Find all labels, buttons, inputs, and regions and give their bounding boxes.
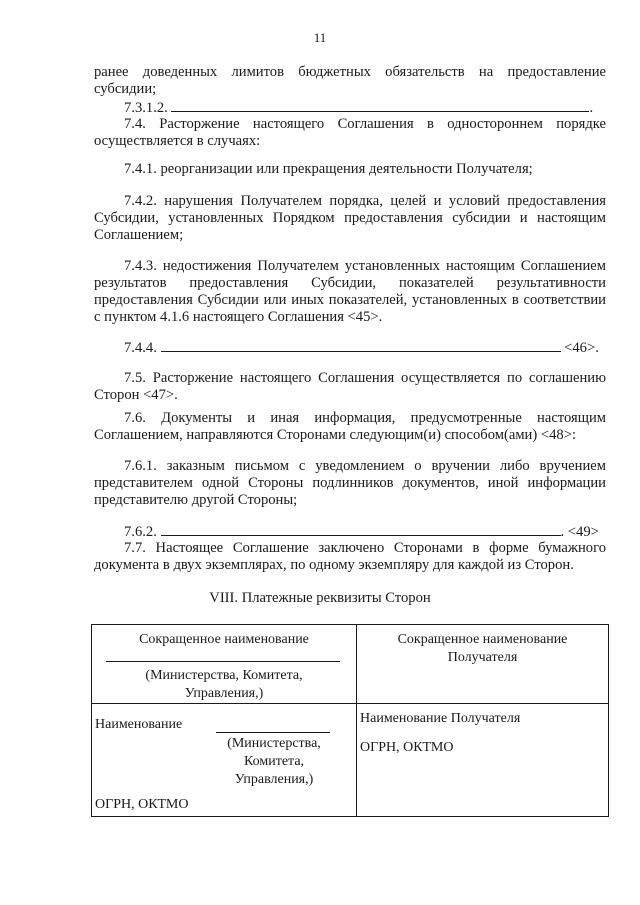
item-number: 7.4.4. <box>124 340 157 356</box>
word: бюджетных <box>298 64 371 80</box>
line-2: субсидии; <box>94 81 157 97</box>
word: ранее <box>94 64 129 80</box>
paragraph-7-4-4 <box>94 338 606 357</box>
word: предоставление <box>507 64 606 80</box>
cell-label: Наименование <box>95 717 183 732</box>
paragraph-7-6-1: 7.6.1. заказным письмом с уведомлением о вручении либо вручением представителем одной Стороны подлинников документов, иной информации представителю другой Стороны; <box>94 458 606 508</box>
footnote-ref: <46>. <box>564 340 599 356</box>
section-heading: VIII. Платежные реквизиты Сторон <box>209 590 431 606</box>
paragraph-7-3-1-1-tail <box>94 64 606 98</box>
footnote-ref: . <49> <box>560 524 599 540</box>
paragraph-7-6: 7.6. Документы и иная информация, предусмотренные настоящим Соглашением, направляются Сторонами следующим(и) способом(ами) <48>: <box>94 410 606 443</box>
blank-fill-line <box>106 661 340 662</box>
word: обязательств <box>385 64 465 80</box>
cell-ogrn: ОГРН, ОКТМО <box>95 797 189 812</box>
blank-fill-line <box>161 522 561 536</box>
table-cell-recipient-details <box>357 704 609 817</box>
cell-note: (Министерства, Комитета, Управления,) <box>145 668 303 701</box>
blank-fill-line <box>161 338 561 352</box>
cell-ogrn: ОГРН, ОКТМО <box>360 740 454 755</box>
table-cell-authority-details <box>92 704 357 817</box>
cell-note: (Министерства, Комитета, Управления,) <box>227 736 321 787</box>
cell-label: Наименование Получателя <box>360 711 521 726</box>
paragraph-7-3-1-2 <box>94 98 606 117</box>
paragraph-7-5: 7.5. Расторжение настоящего Соглашения осуществляется по соглашению Сторон <47>. <box>94 370 606 403</box>
table-row <box>92 625 609 704</box>
paragraph-7-7: 7.7. Настоящее Соглашение заключено Сторонами в форме бумажного документа в двух экземплярах, по одному экземпляру для каждой из Сторон. <box>94 540 606 573</box>
blank-fill-line <box>171 98 589 112</box>
table-cell-recipient-short-name <box>357 625 609 704</box>
item-number: 7.3.1.2. <box>124 100 168 116</box>
word: лимитов <box>231 64 284 80</box>
cell-title: Сокращенное наименование Получателя <box>397 632 568 665</box>
item-number: 7.6.2. <box>124 524 157 540</box>
paragraph-7-4-1: 7.4.1. реорганизации или прекращения деятельности Получателя; <box>124 161 533 177</box>
table-cell-authority-short-name <box>92 625 357 704</box>
paragraph-7-6-2 <box>94 522 606 541</box>
paragraph-7-4-3: 7.4.3. недостижения Получателем установленных настоящим Соглашением результатов предоставления Субсидии, показателей результативности предоставления Субсидии или иных показателей, установленных в соответствии с пунктом 4.1.6 настоящего Соглашения <45>. <box>94 258 606 325</box>
blank-fill-line <box>216 732 330 733</box>
cell-title: Сокращенное наименование <box>139 632 309 647</box>
word: доведенных <box>142 64 218 80</box>
line-1 <box>94 64 606 81</box>
page-number: 11 <box>313 30 327 45</box>
item-end: . <box>589 100 594 116</box>
table-row <box>92 704 609 817</box>
paragraph-7-4: 7.4. Расторжение настоящего Соглашения в одностороннем порядке осуществляется в случаях: <box>94 116 606 149</box>
payment-details-table <box>91 624 609 817</box>
word: на <box>478 64 494 80</box>
paragraph-7-4-2: 7.4.2. нарушения Получателем порядка, целей и условий предоставления Субсидии, установленных Порядком предоставления субсидии и настоящим Соглашением; <box>94 193 606 243</box>
